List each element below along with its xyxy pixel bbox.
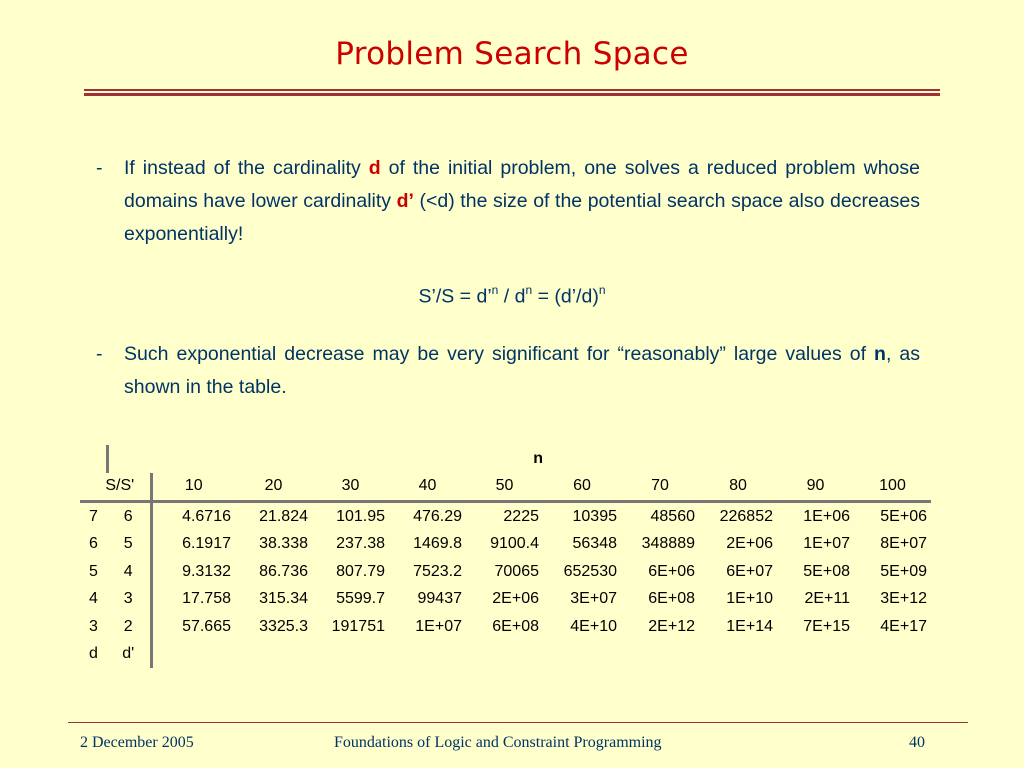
header-row	[80, 473, 931, 502]
bullet-2-part: Such exponential decrease may be very significant for “reasonably” large values of	[124, 343, 875, 365]
title-divider-thick	[84, 93, 940, 96]
ratio-cell: 38.338	[259, 535, 308, 553]
bullet-2-text	[124, 338, 920, 404]
ratio-cell: 5E+08	[803, 562, 850, 580]
ratio-cell: 2225	[503, 507, 539, 525]
formula-part: / d	[498, 285, 526, 308]
n-value: 70	[621, 473, 699, 502]
bullet-dash: -	[96, 343, 103, 365]
table-row	[80, 586, 931, 614]
highlight-d-prime: d’	[396, 190, 414, 212]
ratio-cell: 5E+06	[880, 507, 927, 525]
ratio-cell: 315.34	[259, 590, 308, 608]
bullet-2	[96, 338, 920, 408]
d-prime-value: 4	[107, 558, 151, 586]
ratio-cell: 1E+06	[803, 507, 850, 525]
highlight-n: n	[874, 343, 886, 365]
table-row	[80, 613, 931, 641]
ratio-cell: 7523.2	[413, 562, 462, 580]
bullet-2-part: , as shown in the table.	[124, 343, 920, 398]
label-row	[80, 641, 931, 669]
ratio-cell: 226852	[719, 507, 773, 525]
ratio-cell: 57.665	[182, 617, 231, 635]
ratio-cell: 476.29	[413, 507, 462, 525]
ratio-cell: 2E+06	[492, 590, 539, 608]
corner-label: S/S'	[80, 473, 151, 502]
n-value: 30	[312, 473, 389, 502]
ratio-cell: 21.824	[259, 507, 308, 525]
d-value: 4	[89, 590, 98, 608]
ratio-cell: 1E+07	[415, 617, 462, 635]
ratio-cell: 1E+14	[726, 617, 773, 635]
ratio-cell: 4E+10	[570, 617, 617, 635]
slide-title: Problem Search Space	[335, 36, 689, 72]
bullet-1-part: of the initial problem, one solves a reduced problem whose domains have lower cardinality	[124, 157, 920, 212]
bullet-1	[96, 152, 920, 252]
ratio-cell: 1E+07	[803, 535, 850, 553]
ratio-cell: 48560	[650, 507, 695, 525]
n-value: 20	[235, 473, 312, 502]
ratio-cell: 6E+06	[648, 562, 695, 580]
d-prime-label: d'	[107, 641, 151, 669]
ratio-cell: 6E+07	[726, 562, 773, 580]
formula-part: S’/S = d’	[418, 285, 492, 308]
title-divider	[84, 89, 940, 91]
ratio-cell: 2E+12	[648, 617, 695, 635]
d-value: 3	[89, 617, 98, 635]
d-prime-value: 6	[107, 502, 151, 531]
formula-exp: n	[491, 283, 499, 297]
ratio-cell: 2E+06	[726, 535, 773, 553]
n-value: 50	[466, 473, 543, 502]
n-value: 90	[777, 473, 854, 502]
ratio-cell: 8E+07	[880, 535, 927, 553]
ratio-cell: 7E+15	[803, 617, 850, 635]
ratio-cell: 3E+12	[880, 590, 927, 608]
ratio-cell: 4.6716	[182, 507, 231, 525]
n-value: 100	[854, 473, 931, 502]
ratio-cell: 191751	[331, 617, 385, 635]
ratio-cell: 807.79	[336, 562, 385, 580]
bullet-1-part: If instead of the cardinality	[124, 157, 369, 179]
table-row	[80, 502, 931, 531]
ratio-cell: 6.1917	[182, 535, 231, 553]
n-axis-label: n	[533, 449, 543, 467]
ratio-cell: 237.38	[336, 535, 385, 553]
ratio-cell: 56348	[572, 535, 617, 553]
ratio-cell: 86.736	[259, 562, 308, 580]
d-prime-value: 3	[107, 586, 151, 614]
d-label: d	[89, 645, 98, 663]
d-prime-value: 2	[107, 613, 151, 641]
d-value: 7	[89, 507, 98, 525]
footer-page-number: 40	[909, 734, 925, 751]
bullet-1-text	[124, 152, 920, 251]
footer-course: Foundations of Logic and Constraint Programming	[334, 734, 662, 751]
n-value: 60	[543, 473, 621, 502]
table-row	[80, 531, 931, 559]
ratio-cell: 348889	[641, 535, 695, 553]
ratio-cell: 5599.7	[336, 590, 385, 608]
bullet-dash: -	[96, 157, 103, 179]
ratio-cell: 1469.8	[413, 535, 462, 553]
ratio-cell: 6E+08	[648, 590, 695, 608]
ratio-cell: 652530	[563, 562, 617, 580]
footer-divider	[68, 722, 968, 723]
formula-part: = (d’/d)	[532, 285, 599, 308]
bullet-1-part: (<d) the size of the potential search space also decreases exponentially!	[124, 190, 920, 245]
d-value: 5	[89, 562, 98, 580]
table-body	[80, 502, 931, 641]
formula-exp: n	[525, 283, 533, 297]
n-label-row	[80, 445, 931, 473]
reduction-table	[80, 445, 931, 668]
highlight-d: d	[368, 157, 381, 179]
ratio-cell: 3E+07	[570, 590, 617, 608]
ratio-cell: 101.95	[336, 507, 385, 525]
formula	[0, 284, 1024, 309]
ratio-cell: 1E+10	[726, 590, 773, 608]
ratio-cell: 70065	[494, 562, 539, 580]
ratio-cell: 5E+09	[880, 562, 927, 580]
n-value: 40	[389, 473, 466, 502]
n-value: 80	[699, 473, 777, 502]
ratio-cell: 2E+11	[804, 590, 850, 608]
table-row	[80, 558, 931, 586]
ratio-cell: 17.758	[182, 590, 231, 608]
ratio-cell: 9100.4	[490, 535, 539, 553]
n-value: 10	[151, 473, 235, 502]
formula-exp: n	[598, 283, 606, 297]
d-prime-value: 5	[107, 531, 151, 559]
ratio-cell: 4E+17	[880, 617, 927, 635]
d-value: 6	[89, 535, 98, 553]
ratio-cell: 6E+08	[492, 617, 539, 635]
ratio-cell: 9.3132	[182, 562, 231, 580]
ratio-cell: 3325.3	[259, 617, 308, 635]
footer-date: 2 December 2005	[80, 734, 194, 751]
ratio-cell: 10395	[572, 507, 617, 525]
ratio-cell: 99437	[417, 590, 462, 608]
